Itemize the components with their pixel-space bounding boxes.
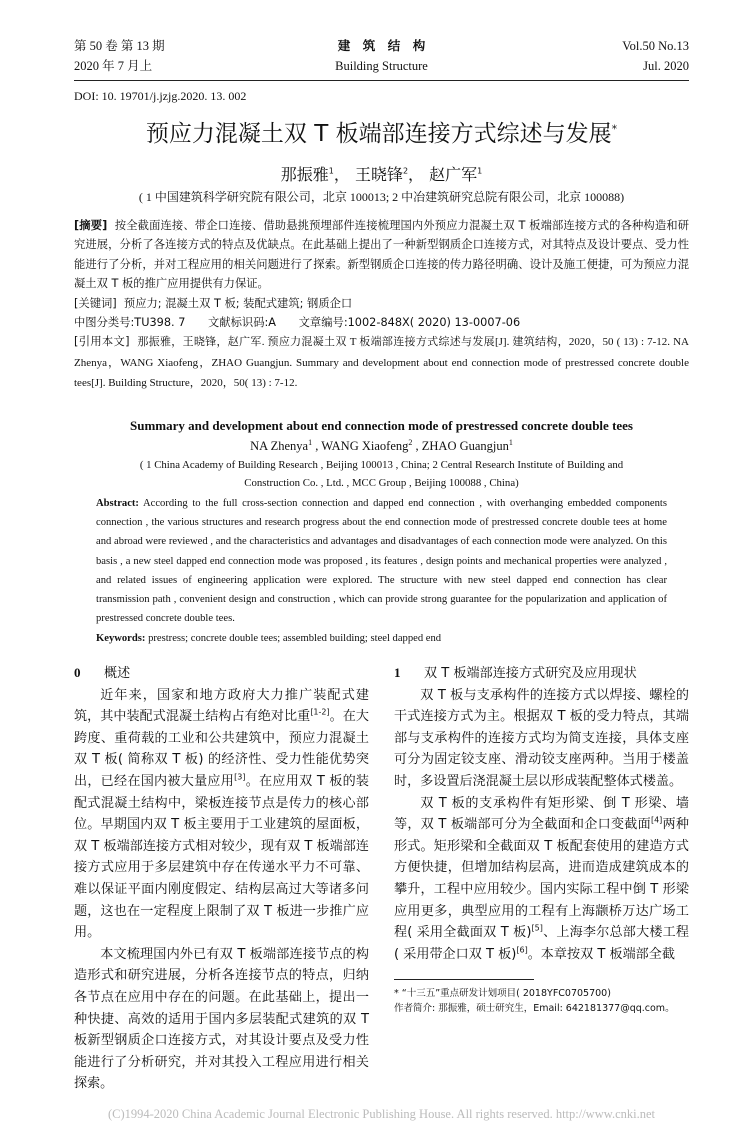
date-zh: 2020 年 7 月上: [74, 59, 153, 73]
citation-ref: [6]: [516, 945, 528, 955]
author-sup: 1: [477, 166, 483, 176]
abstract-en: [96, 494, 667, 629]
text: 、上海李尔总部大楼工程( 采用带企口双 T 板): [394, 925, 690, 962]
citation-text: 那振雅，王晓锋，赵广军. 预应力混凝土双 T 板端部连接方式综述与发展[J]. 建筑结构，2020，50 ( 13) : 7-12. NA Zhenya，WANG Xiaofeng，ZHAO Guangjun. Summary and development about end connection mode of prestressed concrete double tees[J]. Building Structure，2020，50( 13) : 7-12.: [74, 336, 689, 390]
paragraph: [394, 793, 689, 966]
author: 那振雅: [280, 165, 329, 184]
text: 。本章按双 T 板端部全截: [527, 946, 675, 962]
keywords-zh-text: 预应力; 混凝土双 T 板; 装配式建筑; 钢质企口: [123, 296, 353, 310]
title-mark: *: [611, 122, 618, 136]
en-abstract-block: [96, 494, 667, 648]
text: 近年来，国家和地方政府大力推广装配式建筑，其中装配式混凝土结构占有绝对比重: [74, 687, 369, 725]
watermark: (C)1994-2020 China Academic Journal Electronic Publishing House. All rights reserved. http://www.cnki.net: [107, 1106, 655, 1121]
left-column: [74, 662, 369, 1095]
right-column: [394, 662, 689, 1095]
citation-ref: [5]: [531, 923, 543, 933]
running-header: [74, 36, 689, 76]
paragraph: 双 T 板与支承构件的连接方式以焊接、螺栓的干式连接方式为主。根据双 T 板的受力特点，其端部与支承构件的连接方式均为简支连接，具体支座可分为固定铰支座、滑动铰支座两种。当用于楼盖时，多设置后浇混凝土层以形成装配整体式楼盖。: [394, 687, 689, 789]
en-affiliation-2: Construction Co. , Ltd. , MCC Group , Beijing 100088 , China): [244, 476, 519, 489]
en-affiliation-1: ( 1 China Academy of Building Research , Beijing 100013 , China; 2 Central Research Institute of Building and: [139, 458, 624, 471]
section-title: 双 T 板端部连接方式研究及应用现状: [424, 666, 637, 682]
body-columns: [74, 662, 689, 1095]
citation-ref: [3]: [234, 772, 246, 782]
keywords-en-text: prestress; concrete double tees; assembled building; steel dapped end: [148, 632, 442, 644]
article-number: 1002-848X( 2020) 13-0007-06: [347, 316, 521, 330]
citation-label: [引用本文]: [74, 335, 130, 349]
section-number: 0: [74, 665, 81, 681]
keywords-zh-label: [关键词]: [74, 296, 117, 310]
author: 王晓锋: [354, 165, 403, 184]
abstract-zh-text: 按全截面连接、带企口连接、借助悬挑预埋部件连接梳理国内外预应力混凝土双 T 板端部连接方式的各种构造和研究进展，分析了各连接方式的特点及优缺点。在此基础上提出了一种新型钢质企口连接方式，对其特点及设计要点、受力性能进行了分析，并对工程应用的相关问题进行了探索。新型钢质企口连接的传力路径明确、设计及施工便捷，可为预应力混凝土双 T 板的推广应用提供有力保证。: [74, 219, 690, 291]
en-author: WANG Xiaofeng: [321, 438, 409, 453]
footnote-rule: [394, 979, 534, 980]
classification: [74, 313, 689, 332]
text: 双 T 板的支承构件有矩形梁、倒 T 形梁、墙等，双 T 板端部可分为全截面和企口变截面: [394, 795, 689, 833]
header-right: [484, 36, 689, 76]
abstract-en-label: Abstract:: [96, 497, 139, 509]
footnotes: [394, 986, 689, 1016]
affiliation: ( 1 中国建筑科学研究院有限公司，北京 100013; 2 中冶建筑研究总院有限公司，北京 100088): [138, 190, 625, 204]
zh-front-matter: [74, 216, 689, 394]
paper-title: [74, 118, 689, 150]
doc-code: A: [268, 316, 277, 330]
journal-en: Building Structure: [335, 59, 428, 73]
doi: DOI: 10. 19701/j.jzjg.2020. 13. 002: [74, 89, 247, 103]
keywords-zh: [74, 294, 689, 313]
paragraph: [74, 685, 369, 944]
en-author: NA Zhenya: [250, 438, 309, 453]
date-en: Jul. 2020: [643, 59, 689, 73]
journal-zh: 建 筑 结 构: [337, 38, 426, 53]
en-author-sup: 1: [308, 437, 313, 447]
citation: [74, 332, 689, 393]
author: 赵广军: [429, 165, 478, 184]
clc-label: 中图分类号:: [74, 316, 135, 330]
en-author-sup: 1: [508, 437, 513, 447]
article-label: 文章编号:: [298, 316, 348, 330]
text: 。在应用双 T 板的装配式混凝土结构中，梁板连接节点是传力的核心部位。早期国内双 T 板主要用于工业建筑的屋面板，双 T 板端部连接方式相对较少，现有双 T 板端部连接方式应用于多层建筑中存在传递水平力不可靠、难以保证平面内刚度假定、结构层高过大等诸多问题，这也在一定程度上限制了双 T 板进一步推广应用。: [74, 774, 370, 941]
en-author-sup: 2: [408, 437, 413, 447]
section-0-heading: [74, 662, 369, 685]
abstract-zh: [74, 216, 689, 294]
en-authors: NA Zhenya$^1$ , WANG Xiaofeng$^2$ , ZHAO Guangjun$^1$: [250, 437, 513, 453]
authors: 那振雅$^1$， 王晓锋$^2$， 赵广军$^1$: [280, 165, 483, 184]
citation-ref: [4]: [650, 815, 663, 825]
citation-ref: [1-2]: [310, 707, 330, 717]
en-author: ZHAO Guangjun: [421, 438, 509, 453]
keywords-en: [96, 629, 667, 648]
section-number: 1: [394, 665, 401, 681]
clc: TU398. 7: [134, 316, 186, 330]
header-left: [74, 36, 279, 76]
text: 两种形式。矩形梁和全截面双 T 板配套使用的建造方式方便快捷，但增加结构层高，进而造成建筑成本的攀升，工程中应用较少。国内实际工程中倒 T 形梁应用更多，典型应用的工程有上海颛桥万达广场工程( 采用全截面双 T 板): [394, 817, 689, 941]
abstract-en-text: According to the full cross-section connection and dapped end connection , with overhanging embedded components connection , the various structures and research progress about the end connection mode of prestressed concrete double tees at home and abroad were reviewed , and the characteristics and advantages and disadvantages of each connection mode were analyzed. On this basis , a new steel dapped end connection mode was proposed , its features , design points and mechanical properties were analyzed , and related issues of engineering application were explored. The structure with new steel dapped end connection has clear transmission path , convenient design and construction , which can provide strong guarantee for the popularization and application of prestressed concrete double tees.: [96, 497, 667, 625]
doc-label: 文献标识码:: [208, 316, 269, 330]
paragraph: 本文梳理国内外已有双 T 板端部连接节点的构造形式和研究进展，分析各连接节点的特点，归纳各节点在应用中存在的问题。在此基础上，提出一种快捷、高效的适用于国内多层装配式建筑的双 T 板新型钢质企口连接方式，对其设计要点及受力性能进行了分析研究，并对其投入工程应用进行相关探索。: [74, 946, 369, 1092]
section-title: 概述: [104, 666, 131, 682]
keywords-en-label: Keywords:: [96, 632, 146, 644]
volume-zh: 第 50 卷 第 13 期: [74, 39, 165, 53]
en-title: Summary and development about end connection mode of prestressed concrete double tees: [129, 417, 633, 433]
header-center: [279, 36, 484, 76]
author-sup: 2: [402, 166, 409, 176]
title-text: 预应力混凝土双 T 板端部连接方式综述与发展: [145, 121, 612, 147]
author-sup: 1: [328, 166, 334, 176]
author-footnote: 作者简介: 那振雅，硕士研究生，Email: 642181377@qq.com。: [394, 1003, 675, 1015]
text: 。在大跨度、重荷载的工业和公共建筑中，预应力混凝土双 T 板( 简称双 T 板) 的经济性、受力性能优势突出，已经在国内被大量应用: [74, 709, 370, 789]
volume-en: Vol.50 No.13: [622, 39, 689, 53]
header-rule: [74, 80, 689, 81]
fund-footnote: * “十三五”重点研发计划项目( 2018YFC0705700): [394, 988, 611, 1000]
abstract-zh-label: [摘要]: [74, 219, 108, 232]
section-1-heading: [394, 662, 689, 685]
